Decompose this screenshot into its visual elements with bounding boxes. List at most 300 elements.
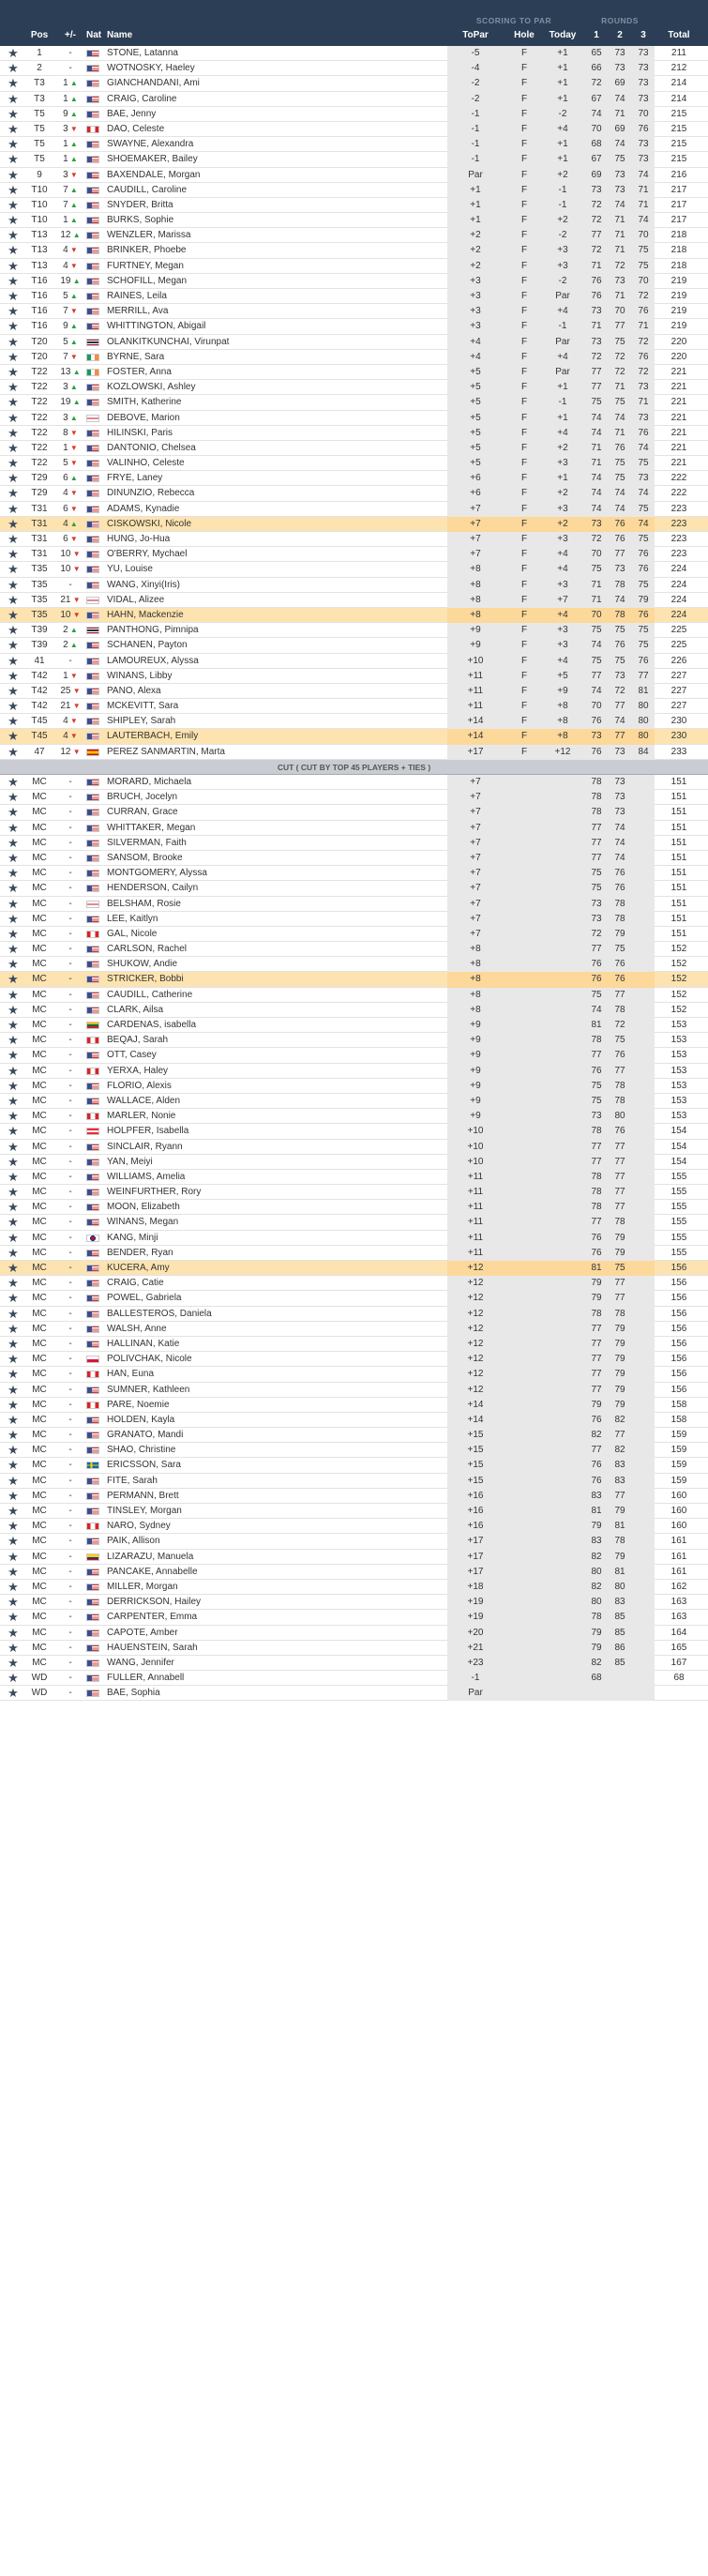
player-name[interactable]: KOZLOWSKI, Ashley	[107, 382, 196, 393]
player-name[interactable]: LAMOUREUX, Alyssa	[107, 655, 199, 666]
star-icon[interactable]: ★	[8, 516, 19, 531]
table-row[interactable]	[0, 805, 708, 820]
star-icon[interactable]: ★	[8, 380, 19, 395]
star-icon[interactable]: ★	[8, 775, 19, 789]
table-row[interactable]	[0, 988, 708, 1003]
player-name[interactable]: LIZARAZU, Manuela	[107, 1551, 194, 1562]
table-row[interactable]	[0, 790, 708, 805]
star-icon[interactable]: ★	[8, 364, 19, 379]
player-name[interactable]: CLARK, Ailsa	[107, 1004, 164, 1015]
player-name[interactable]: PERMANN, Brett	[107, 1490, 179, 1501]
player-name[interactable]: FOSTER, Anna	[107, 366, 172, 377]
table-row[interactable]	[0, 289, 708, 304]
star-icon[interactable]: ★	[8, 1412, 19, 1427]
table-row[interactable]	[0, 699, 708, 714]
player-name[interactable]: YERXA, Haley	[107, 1065, 169, 1076]
player-name[interactable]: CISKOWSKI, Nicole	[107, 518, 192, 529]
player-name[interactable]: MOON, Elizabeth	[107, 1202, 180, 1213]
table-row[interactable]	[0, 1413, 708, 1428]
player-name[interactable]: BALLESTEROS, Daniela	[107, 1308, 212, 1319]
col-round-3[interactable]: 3	[640, 30, 646, 40]
star-icon[interactable]: ★	[8, 1169, 19, 1184]
star-icon[interactable]: ★	[8, 744, 19, 759]
table-row[interactable]	[0, 866, 708, 881]
player-name[interactable]: WENZLER, Marissa	[107, 230, 191, 241]
player-name[interactable]: DINUNZIO, Rebecca	[107, 488, 195, 499]
star-icon[interactable]: ★	[8, 592, 19, 607]
player-name[interactable]: PANCAKE, Annabelle	[107, 1566, 198, 1577]
player-name[interactable]: DERRICKSON, Hailey	[107, 1597, 202, 1608]
col-topar[interactable]: ToPar	[462, 30, 489, 40]
col-nat[interactable]: Nat	[86, 30, 102, 40]
star-icon[interactable]: ★	[8, 1291, 19, 1306]
table-row[interactable]	[0, 1489, 708, 1504]
player-name[interactable]: YU, Louise	[107, 564, 153, 575]
table-row[interactable]	[0, 183, 708, 198]
table-row[interactable]	[0, 1458, 708, 1473]
player-name[interactable]: SWAYNE, Alexandra	[107, 139, 194, 150]
star-icon[interactable]: ★	[8, 699, 19, 714]
table-row[interactable]	[0, 243, 708, 258]
player-name[interactable]: BELSHAM, Rosie	[107, 898, 181, 909]
table-row[interactable]	[0, 1124, 708, 1139]
star-icon[interactable]: ★	[8, 714, 19, 729]
player-name[interactable]: SHIPLEY, Sarah	[107, 716, 176, 727]
table-row[interactable]	[0, 684, 708, 699]
table-row[interactable]	[0, 61, 708, 76]
table-row[interactable]	[0, 547, 708, 562]
table-row[interactable]	[0, 1200, 708, 1215]
table-row[interactable]	[0, 1610, 708, 1625]
table-row[interactable]	[0, 1398, 708, 1413]
table-row[interactable]	[0, 836, 708, 851]
col-today[interactable]: Today	[549, 30, 577, 40]
star-icon[interactable]: ★	[8, 1109, 19, 1124]
table-row[interactable]	[0, 1383, 708, 1398]
star-icon[interactable]: ★	[8, 1671, 19, 1686]
table-row[interactable]	[0, 1595, 708, 1610]
star-icon[interactable]: ★	[8, 683, 19, 698]
table-row[interactable]	[0, 1534, 708, 1549]
star-icon[interactable]: ★	[8, 243, 19, 258]
player-name[interactable]: SANSOM, Brooke	[107, 852, 183, 863]
star-icon[interactable]: ★	[8, 532, 19, 546]
player-name[interactable]: ERICSSON, Sara	[107, 1460, 181, 1471]
star-icon[interactable]: ★	[8, 167, 19, 182]
player-name[interactable]: MILLER, Morgan	[107, 1581, 178, 1592]
star-icon[interactable]: ★	[8, 1078, 19, 1093]
star-icon[interactable]: ★	[8, 121, 19, 136]
star-icon[interactable]: ★	[8, 1625, 19, 1640]
star-icon[interactable]: ★	[8, 425, 19, 440]
player-name[interactable]: CRAIG, Catie	[107, 1278, 164, 1289]
player-name[interactable]: POLIVCHAK, Nicole	[107, 1354, 192, 1365]
table-row[interactable]	[0, 1519, 708, 1534]
table-row[interactable]	[0, 122, 708, 137]
player-name[interactable]: DANTONIO, Chelsea	[107, 442, 196, 453]
player-name[interactable]: BEQAJ, Sarah	[107, 1035, 169, 1046]
table-row[interactable]	[0, 1337, 708, 1352]
player-name[interactable]: FULLER, Annabell	[107, 1673, 185, 1684]
player-name[interactable]: BAE, Sophia	[107, 1688, 160, 1699]
table-row[interactable]	[0, 107, 708, 122]
col-pos[interactable]: Pos	[30, 30, 49, 40]
player-name[interactable]: WINANS, Libby	[107, 670, 173, 681]
star-icon[interactable]: ★	[8, 1185, 19, 1200]
star-icon[interactable]: ★	[8, 289, 19, 303]
table-row[interactable]	[0, 927, 708, 942]
star-icon[interactable]: ★	[8, 942, 19, 957]
star-icon[interactable]: ★	[8, 1306, 19, 1321]
table-row[interactable]	[0, 1246, 708, 1261]
player-name[interactable]: HALLINAN, Katie	[107, 1338, 180, 1349]
player-name[interactable]: FLORIO, Alexis	[107, 1080, 172, 1091]
star-icon[interactable]: ★	[8, 197, 19, 212]
table-row[interactable]	[0, 1109, 708, 1124]
star-icon[interactable]: ★	[8, 1002, 19, 1017]
star-icon[interactable]: ★	[8, 1124, 19, 1139]
star-icon[interactable]: ★	[8, 91, 19, 106]
col-move[interactable]: +/-	[65, 30, 76, 40]
star-icon[interactable]: ★	[8, 1488, 19, 1503]
table-row[interactable]	[0, 1140, 708, 1155]
player-name[interactable]: WEINFURTHER, Rory	[107, 1187, 202, 1198]
player-name[interactable]: SMITH, Katherine	[107, 397, 182, 408]
star-icon[interactable]: ★	[8, 440, 19, 455]
table-row[interactable]	[0, 1307, 708, 1322]
star-icon[interactable]: ★	[8, 1230, 19, 1245]
player-name[interactable]: SHAO, Christine	[107, 1445, 176, 1456]
table-row[interactable]	[0, 1428, 708, 1443]
star-icon[interactable]: ★	[8, 1033, 19, 1048]
player-name[interactable]: POWEL, Gabriela	[107, 1293, 182, 1304]
star-icon[interactable]: ★	[8, 501, 19, 516]
table-row[interactable]	[0, 46, 708, 61]
table-row[interactable]	[0, 972, 708, 987]
table-row[interactable]	[0, 365, 708, 380]
player-name[interactable]: TINSLEY, Morgan	[107, 1506, 182, 1516]
player-name[interactable]: VALINHO, Celeste	[107, 458, 185, 469]
player-name[interactable]: BENDER, Ryan	[107, 1247, 173, 1258]
star-icon[interactable]: ★	[8, 106, 19, 121]
player-name[interactable]: HOLPFER, Isabella	[107, 1126, 189, 1137]
player-name[interactable]: ADAMS, Kynadie	[107, 503, 180, 514]
table-row[interactable]	[0, 198, 708, 213]
player-name[interactable]: NARO, Sydney	[107, 1521, 171, 1532]
star-icon[interactable]: ★	[8, 1154, 19, 1169]
table-row[interactable]	[0, 1003, 708, 1018]
player-name[interactable]: OLANKITKUNCHAI, Virunpat	[107, 336, 230, 347]
table-row[interactable]	[0, 1474, 708, 1489]
table-row[interactable]	[0, 1686, 708, 1701]
player-name[interactable]: BAE, Jenny	[107, 108, 157, 119]
player-name[interactable]: HOLDEN, Kayla	[107, 1414, 175, 1425]
player-name[interactable]: OTT, Casey	[107, 1050, 157, 1061]
table-row[interactable]	[0, 259, 708, 274]
star-icon[interactable]: ★	[8, 486, 19, 501]
player-name[interactable]: KUCERA, Amy	[107, 1263, 170, 1273]
player-name[interactable]: LAUTERBACH, Emily	[107, 731, 199, 742]
star-icon[interactable]: ★	[8, 1200, 19, 1215]
star-icon[interactable]: ★	[8, 1610, 19, 1625]
table-row[interactable]	[0, 881, 708, 896]
star-icon[interactable]: ★	[8, 273, 19, 288]
player-name[interactable]: BAXENDALE, Morgan	[107, 169, 201, 180]
table-row[interactable]	[0, 1064, 708, 1079]
table-row[interactable]	[0, 578, 708, 593]
star-icon[interactable]: ★	[8, 1336, 19, 1351]
player-name[interactable]: HENDERSON, Cailyn	[107, 883, 199, 894]
table-row[interactable]	[0, 1565, 708, 1580]
table-row[interactable]	[0, 426, 708, 441]
col-total[interactable]: Total	[668, 30, 690, 40]
player-name[interactable]: MERRILL, Ava	[107, 306, 169, 317]
table-row[interactable]	[0, 1215, 708, 1230]
player-name[interactable]: RAINES, Leila	[107, 291, 167, 301]
star-icon[interactable]: ★	[8, 46, 19, 60]
star-icon[interactable]: ★	[8, 1458, 19, 1473]
table-row[interactable]	[0, 1048, 708, 1063]
star-icon[interactable]: ★	[8, 1549, 19, 1564]
table-row[interactable]	[0, 1170, 708, 1185]
star-icon[interactable]: ★	[8, 729, 19, 744]
player-name[interactable]: WALLACE, Alden	[107, 1095, 181, 1106]
table-row[interactable]	[0, 1079, 708, 1094]
table-row[interactable]	[0, 456, 708, 471]
table-row[interactable]	[0, 593, 708, 608]
table-row[interactable]	[0, 821, 708, 836]
player-name[interactable]: FURTNEY, Megan	[107, 260, 184, 271]
table-row[interactable]	[0, 729, 708, 744]
star-icon[interactable]: ★	[8, 957, 19, 972]
player-name[interactable]: WANG, Jennifer	[107, 1657, 174, 1668]
player-name[interactable]: FRYE, Laney	[107, 473, 163, 484]
star-icon[interactable]: ★	[8, 1245, 19, 1260]
star-icon[interactable]: ★	[8, 881, 19, 896]
table-row[interactable]	[0, 1671, 708, 1686]
star-icon[interactable]: ★	[8, 1063, 19, 1078]
star-icon[interactable]: ★	[8, 334, 19, 349]
player-name[interactable]: DEBOVE, Marion	[107, 412, 180, 423]
table-row[interactable]	[0, 562, 708, 577]
star-icon[interactable]: ★	[8, 1382, 19, 1397]
star-icon[interactable]: ★	[8, 805, 19, 820]
player-name[interactable]: PANO, Alexa	[107, 685, 161, 696]
star-icon[interactable]: ★	[8, 76, 19, 91]
table-row[interactable]	[0, 1322, 708, 1337]
star-icon[interactable]: ★	[8, 304, 19, 319]
star-icon[interactable]: ★	[8, 866, 19, 881]
star-icon[interactable]: ★	[8, 926, 19, 941]
col-hole[interactable]: Hole	[514, 30, 535, 40]
star-icon[interactable]: ★	[8, 896, 19, 911]
star-icon[interactable]: ★	[8, 137, 19, 152]
player-name[interactable]: MARLER, Nonie	[107, 1111, 176, 1122]
player-name[interactable]: PEREZ SANMARTIN, Marta	[107, 746, 225, 757]
player-name[interactable]: SNYDER, Britta	[107, 199, 173, 210]
table-row[interactable]	[0, 1504, 708, 1519]
table-row[interactable]	[0, 608, 708, 623]
player-name[interactable]: HAN, Euna	[107, 1369, 155, 1380]
player-name[interactable]: CARDENAS, isabella	[107, 1020, 197, 1030]
player-name[interactable]: BYRNE, Sara	[107, 351, 165, 362]
table-row[interactable]	[0, 1580, 708, 1595]
star-icon[interactable]: ★	[8, 410, 19, 425]
star-icon[interactable]: ★	[8, 835, 19, 850]
star-icon[interactable]: ★	[8, 911, 19, 926]
star-icon[interactable]: ★	[8, 1018, 19, 1032]
player-name[interactable]: CAUDILL, Catherine	[107, 989, 193, 1000]
table-row[interactable]	[0, 1033, 708, 1048]
star-icon[interactable]: ★	[8, 1367, 19, 1382]
table-row[interactable]	[0, 942, 708, 957]
star-icon[interactable]: ★	[8, 987, 19, 1002]
table-row[interactable]	[0, 137, 708, 152]
star-icon[interactable]: ★	[8, 61, 19, 76]
table-row[interactable]	[0, 1626, 708, 1641]
star-icon[interactable]: ★	[8, 228, 19, 243]
table-row[interactable]	[0, 745, 708, 760]
star-icon[interactable]: ★	[8, 607, 19, 622]
star-icon[interactable]: ★	[8, 1261, 19, 1275]
table-row[interactable]	[0, 471, 708, 486]
table-row[interactable]	[0, 152, 708, 167]
player-name[interactable]: SCHOFILL, Megan	[107, 275, 188, 286]
player-name[interactable]: CARLSON, Rachel	[107, 944, 188, 955]
table-row[interactable]	[0, 441, 708, 456]
star-icon[interactable]: ★	[8, 471, 19, 486]
star-icon[interactable]: ★	[8, 1093, 19, 1108]
player-name[interactable]: MORARD, Michaela	[107, 777, 192, 787]
table-row[interactable]	[0, 502, 708, 517]
star-icon[interactable]: ★	[8, 1504, 19, 1518]
player-name[interactable]: SILVERMAN, Faith	[107, 837, 187, 848]
col-round-2[interactable]: 2	[617, 30, 623, 40]
star-icon[interactable]: ★	[8, 1048, 19, 1063]
star-icon[interactable]: ★	[8, 790, 19, 805]
player-name[interactable]: PAIK, Allison	[107, 1536, 160, 1547]
table-row[interactable]	[0, 1550, 708, 1565]
player-name[interactable]: SCHANEN, Payton	[107, 640, 188, 651]
player-name[interactable]: CARPENTER, Emma	[107, 1612, 198, 1623]
table-row[interactable]	[0, 1443, 708, 1458]
table-row[interactable]	[0, 1656, 708, 1671]
table-row[interactable]	[0, 1155, 708, 1170]
star-icon[interactable]: ★	[8, 653, 19, 668]
table-row[interactable]	[0, 274, 708, 289]
star-icon[interactable]: ★	[8, 395, 19, 410]
player-name[interactable]: GRANATO, Mandi	[107, 1430, 184, 1441]
table-row[interactable]	[0, 1261, 708, 1276]
table-row[interactable]	[0, 775, 708, 790]
table-row[interactable]	[0, 669, 708, 684]
player-name[interactable]: CAPOTE, Amber	[107, 1627, 178, 1638]
table-row[interactable]	[0, 76, 708, 91]
player-name[interactable]: WILLIAMS, Amelia	[107, 1171, 186, 1182]
star-icon[interactable]: ★	[8, 1655, 19, 1670]
player-name[interactable]: BURKS, Sophie	[107, 215, 174, 226]
player-name[interactable]: LEE, Kaitlyn	[107, 913, 158, 924]
star-icon[interactable]: ★	[8, 1352, 19, 1367]
player-name[interactable]: WANG, Xinyi(Iris)	[107, 579, 180, 590]
player-name[interactable]: STRICKER, Bobbi	[107, 974, 184, 985]
table-row[interactable]	[0, 228, 708, 243]
player-name[interactable]: GAL, Nicole	[107, 928, 158, 939]
player-name[interactable]: PANTHONG, Pimnipa	[107, 625, 199, 636]
star-icon[interactable]: ★	[8, 577, 19, 592]
table-row[interactable]	[0, 213, 708, 228]
star-icon[interactable]: ★	[8, 1579, 19, 1594]
table-row[interactable]	[0, 304, 708, 319]
player-name[interactable]: HUNG, Jo-Hua	[107, 534, 171, 544]
col-round-1[interactable]: 1	[594, 30, 599, 40]
table-row[interactable]	[0, 957, 708, 972]
star-icon[interactable]: ★	[8, 1519, 19, 1534]
star-icon[interactable]: ★	[8, 562, 19, 577]
table-row[interactable]	[0, 335, 708, 350]
player-name[interactable]: HILINSKI, Paris	[107, 427, 173, 438]
player-name[interactable]: HAUENSTEIN, Sarah	[107, 1642, 198, 1653]
player-name[interactable]: O'BERRY, Mychael	[107, 549, 188, 560]
table-row[interactable]	[0, 714, 708, 729]
star-icon[interactable]: ★	[8, 1428, 19, 1443]
player-name[interactable]: WALSH, Anne	[107, 1323, 167, 1334]
star-icon[interactable]: ★	[8, 547, 19, 562]
table-row[interactable]	[0, 532, 708, 547]
player-name[interactable]: SUMNER, Kathleen	[107, 1384, 190, 1395]
player-name[interactable]: WOTNOSKY, Haeley	[107, 63, 195, 74]
player-name[interactable]: PARE, Noemie	[107, 1399, 170, 1410]
table-row[interactable]	[0, 319, 708, 334]
star-icon[interactable]: ★	[8, 1321, 19, 1336]
table-row[interactable]	[0, 1291, 708, 1306]
table-row[interactable]	[0, 851, 708, 866]
player-name[interactable]: WHITTINGTON, Abigail	[107, 321, 206, 332]
star-icon[interactable]: ★	[8, 182, 19, 197]
table-row[interactable]	[0, 912, 708, 927]
player-name[interactable]: STONE, Latanna	[107, 48, 178, 58]
star-icon[interactable]: ★	[8, 623, 19, 638]
table-row[interactable]	[0, 654, 708, 669]
player-name[interactable]: CAUDILL, Caroline	[107, 184, 188, 195]
table-row[interactable]	[0, 1094, 708, 1109]
star-icon[interactable]: ★	[8, 1473, 19, 1488]
star-icon[interactable]: ★	[8, 972, 19, 987]
table-row[interactable]	[0, 638, 708, 653]
player-name[interactable]: MCKEVITT, Sara	[107, 701, 179, 712]
player-name[interactable]: WINANS, Megan	[107, 1217, 179, 1228]
star-icon[interactable]: ★	[8, 258, 19, 273]
table-row[interactable]	[0, 486, 708, 501]
table-row[interactable]	[0, 517, 708, 532]
table-row[interactable]	[0, 1641, 708, 1656]
star-icon[interactable]: ★	[8, 456, 19, 471]
star-icon[interactable]: ★	[8, 668, 19, 683]
star-icon[interactable]: ★	[8, 820, 19, 835]
player-name[interactable]: SINCLAIR, Ryann	[107, 1141, 183, 1152]
star-icon[interactable]: ★	[8, 349, 19, 364]
table-row[interactable]	[0, 168, 708, 183]
player-name[interactable]: BRINKER, Phoebe	[107, 245, 187, 256]
star-icon[interactable]: ★	[8, 213, 19, 228]
player-name[interactable]: FITE, Sarah	[107, 1475, 158, 1486]
star-icon[interactable]: ★	[8, 1215, 19, 1230]
star-icon[interactable]: ★	[8, 638, 19, 653]
star-icon[interactable]: ★	[8, 1397, 19, 1412]
star-icon[interactable]: ★	[8, 1595, 19, 1610]
player-name[interactable]: GIANCHANDANI, Ami	[107, 78, 200, 89]
table-row[interactable]	[0, 1367, 708, 1382]
